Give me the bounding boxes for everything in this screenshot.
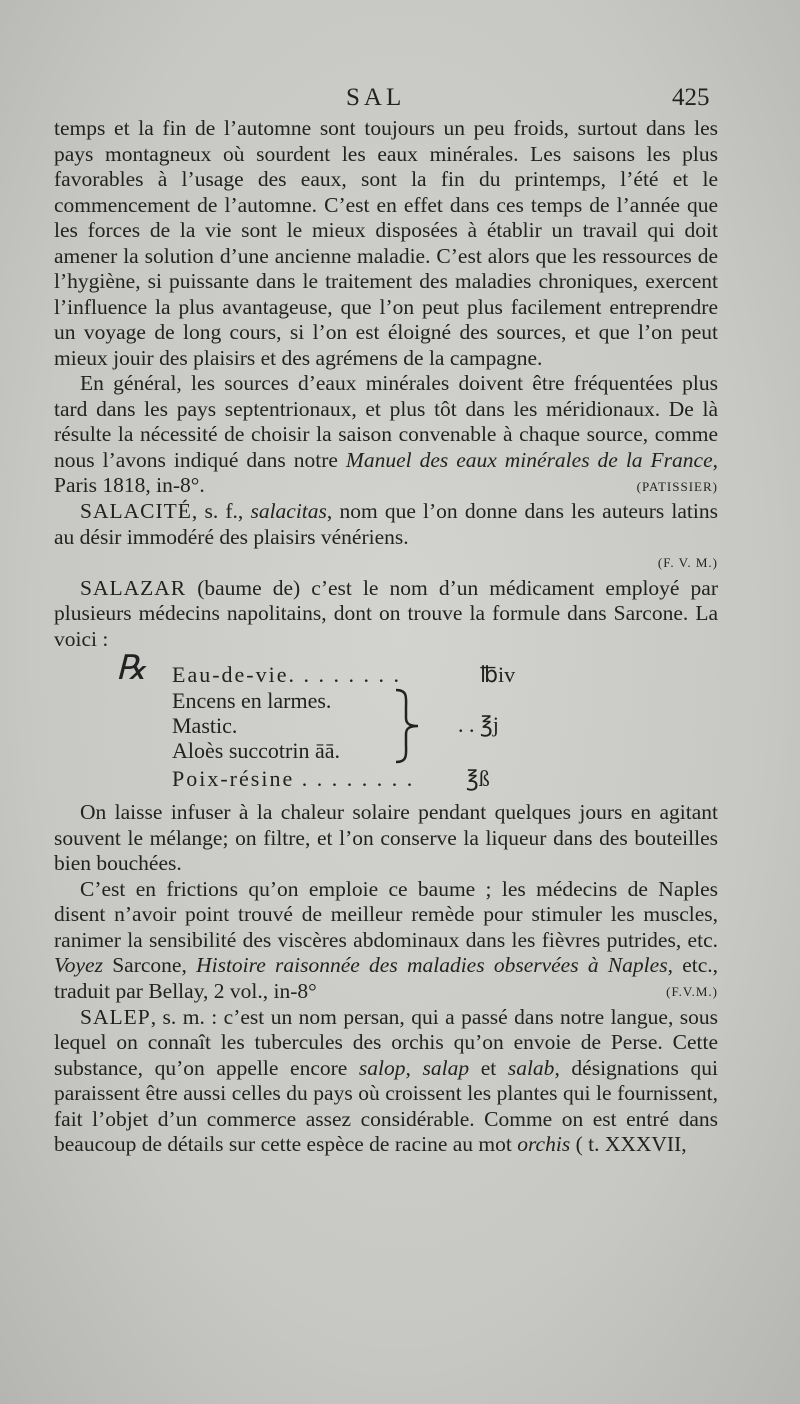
ingredient: Eau-de-vie. . . . . . . . bbox=[172, 662, 401, 687]
author-signature-fvm-2: (F.V.M.) bbox=[666, 984, 718, 999]
page-header bbox=[0, 84, 800, 118]
paragraph-continuation: temps et la fin de l’automne sont toujours un peu froids, surtout dans les pays montagneux où sourdent les eaux minérales. Les saisons les plus favorables à l’usage des eaux, sont la fin du printemps, l’été et le commencement de l’automne. C’est en effet dans ces temps de l’année que les forces de la vie sont le mieux disposées à établir un travail qui doit amener la solution d’une ancienne maladie. C’est alors que les ressources de l’hygiène, si puissante dans le traitement des maladies chroniques, exercent l’influence la plus avantageuse, que l’on peut plus facilement entreprendre un voyage de long cours, si l’on est éloigné des sources, et que l’on peut mieux jouir des plaisirs et des agrémens de la campagne. bbox=[54, 116, 718, 370]
ingredient: Poix-résine . . . . . . . . bbox=[172, 766, 415, 791]
body-text bbox=[54, 116, 718, 1158]
salacite-pre: , s. f., bbox=[191, 499, 251, 523]
p4-end: , etc., traduit par Bellay, 2 vol., in-8° bbox=[54, 953, 719, 1003]
headword-salazar: SALAZAR bbox=[80, 575, 187, 600]
history-title: Histoire raisonnée des maladies observées à Naples bbox=[196, 953, 668, 977]
author-signature-patissier: (PATISSIER) bbox=[636, 478, 718, 494]
paragraph-infusion: On laisse infuser à la chaleur solaire pendant quelques jours en agitant souvent le mélange; on filtre, et l’on conserve la liqueur dans des bouteilles bien bouchées. bbox=[54, 800, 718, 875]
entry-salep bbox=[54, 1005, 718, 1158]
book-title: Manuel des eaux minérales de la France bbox=[345, 447, 713, 472]
voyez-ref: Voyez bbox=[54, 953, 103, 977]
running-head: SAL bbox=[346, 84, 406, 111]
ingredient: Aloès succotrin āā. bbox=[172, 738, 340, 763]
headword-salacite: SALACITÉ bbox=[80, 499, 192, 523]
quantity: . . ℥j bbox=[458, 712, 499, 737]
ingredient: Encens en larmes. bbox=[172, 688, 332, 713]
salacite-latin: salacitas bbox=[250, 499, 327, 523]
orchis-ref: orchis bbox=[517, 1132, 571, 1156]
salazar-text: (baume de) c’est le nom d’un médicament employé par plusieurs médecins napolitains, dont on trouve la formule dans Sarcone. La voici : bbox=[54, 575, 718, 651]
curly-brace bbox=[392, 688, 422, 764]
p2-end: , Paris 1818, in-8°. bbox=[54, 447, 718, 497]
salep-text-2: , désignations qui paraissent être aussi celles du pays où croissent les plantes qui le fournissent, fait l’objet d’un commerce assez considérable. Comme on est entré dans beaucoup de détails sur cette espèce de racine au mot bbox=[54, 1055, 718, 1156]
recipe-symbol: ℞ bbox=[116, 650, 147, 687]
ingredient: Mastic. bbox=[172, 713, 238, 738]
salep-text-1: , s. m. : c’est un nom persan, qui a passé dans notre langue, sous lequel on connaît les tubercules des orchis qu’on envoie de Perse. Cette substance, qu’on appelle encore bbox=[54, 1004, 718, 1080]
p4-mid: Sarcone, bbox=[102, 953, 197, 977]
headword-salep: SALEP bbox=[80, 1004, 151, 1029]
salep-variants: salop, salap bbox=[358, 1055, 470, 1080]
author-signature-fvm-1: (F. V. M.) bbox=[657, 555, 718, 570]
salep-end: ( t. XXXVII, bbox=[570, 1132, 687, 1156]
entry-salacite bbox=[54, 499, 718, 550]
quantity: ℔iv bbox=[480, 662, 516, 687]
salep-variant-salab: salab bbox=[507, 1055, 555, 1080]
p4-text: C’est en frictions qu’on emploie ce baume ; les médecins de Naples disent n’avoir point trouvé de meilleur remède pour stimuler les muscles, ranimer la sensibilité des viscères abdominaux dans les fièvres putrides, etc. bbox=[54, 876, 718, 952]
entry-salazar bbox=[54, 576, 718, 653]
page-number: 425 bbox=[672, 84, 710, 111]
recipe-formula bbox=[54, 650, 718, 791]
p2-text: En général, les sources d’eaux minérales doivent être fréquentées plus tard dans les pays septentrionaux, et plus tôt dans les méridionaux. De là résulte la nécessité de choisir la saison convenable à chaque source, comme nous l’avons indiqué dans notre bbox=[54, 371, 718, 472]
salacite-text: , nom que l’on donne dans les auteurs latins au désir immodéré des plaisirs vénériens. bbox=[54, 499, 718, 549]
salep-et: et bbox=[469, 1055, 508, 1080]
quantity: ℥ß bbox=[466, 766, 490, 791]
